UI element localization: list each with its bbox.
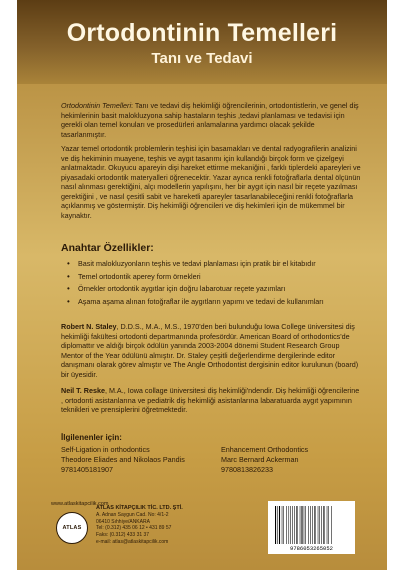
author-bio-text: , M.A., Iowa collage üniversitesi diş hekimliği'ndendir. Diş hekimliği öğrencilerine , ortodonti asistanlarına ve pediatrik diş hekimliği asistanlarına labaratuarda aygıt yapımının teknikleri ve prensiplerini öğretmektedir. — [61, 386, 360, 414]
barcode-bar — [283, 506, 284, 544]
related-book-isbn: 9781405181907 — [61, 465, 113, 474]
related-books-heading: İlgilenenler için: — [61, 433, 122, 442]
barcode-bar — [300, 506, 301, 544]
description-text-1: : Tanı ve tedavi diş hekimliği öğrencilerinin, ortodontistlerin, ve genel diş hekimlerinin basit malokluzyona sahip hastaların teşhis ,tedavi planlaması ve tedavisi için gerekli olan temel konuları ve prosedürleri anlamalarına yardımcı olacak şekilde tasarlanmıştır. — [61, 101, 359, 139]
barcode-bar — [286, 506, 287, 544]
barcode-bar — [301, 506, 302, 544]
barcode-bar — [328, 506, 329, 544]
barcode-bar — [308, 506, 309, 544]
publisher-footer — [44, 495, 360, 559]
book-back-cover — [17, 0, 387, 570]
barcode-bar — [279, 506, 280, 544]
cover-header — [17, 0, 387, 84]
key-features-list — [67, 258, 362, 308]
barcode-bar — [319, 506, 320, 544]
description-paragraph-2: Yazar temel ortodontik problemlerin teşhisi için basamakları ve dental radyografilerin analizini ve diş hekiminin muayene, teşhis ve aygıt tasarımı için kullandığı birçok form ve çizelgeyi anlatmaktadır. Okuyucu apareyin dişi hareket ettirme mekaniğini , farklı tiplerdeki apareyleri ve piyasadaki ortodontik materyalleri öğrenecektir. Yazar ayrıca renkli fotoğraflarla dental ölçünün nasıl alınması gerektiğini, alçı modellerin yapılışını, her bir aygıt için nasıl bir reçete yazılması gerektiğini , ve nasıl çesitli sabit ve hareketli apareyler tasarlanabileceğini renkli fotoğraflarla açıklanmış ve göstermiştir. Diş hekimliği öğrencileri ve diş hekimleri için de mükemmel bir kaynaktır. — [61, 144, 361, 220]
author-bio-text: , D.D.S., M.A., M.S., 1970'den beri bulunduğu Iowa College üniversitesi diş hekimliği fakültesi ortodonti departmanında profesördür. American Board of orthodontics'de diplomattır ve aldığı birçok ödülün yanında 2003-2004 dönemi Student Research Group Mentor of the Year ödülünü almıştır. Dr. Staley çeşitli değerlendirme dergilerinde editor danışmanı olarak görev almıştır ve The Angle Orthodontist dergisinin editor kurulunun (board) bir üyesidir. — [61, 322, 359, 379]
barcode-bar — [282, 506, 283, 544]
author-bio-staley — [61, 322, 361, 379]
related-book-authors: Marc Bernard Ackerman — [221, 455, 299, 464]
publisher-fax: Faks: (0.312) 433 31 37 — [96, 532, 150, 539]
atlas-logo — [56, 512, 88, 544]
barcode-icon — [274, 506, 349, 544]
author-name: Neil T. Reske — [61, 386, 105, 395]
related-book-title: Enhancement Orthodontics — [221, 445, 309, 454]
related-book-title: Self-Ligation in orthodontics — [61, 445, 150, 454]
barcode-bar — [312, 506, 313, 544]
publisher-website: www.atlaskitapcilik.com — [51, 501, 109, 507]
barcode-bar — [323, 506, 324, 544]
atlas-logo-text: ATLAS — [62, 525, 82, 531]
book-title: Ortodontinin Temelleri — [66, 19, 338, 47]
barcode-bar — [318, 506, 319, 544]
isbn-number: 9786053265052 — [290, 545, 333, 552]
related-book-authors: Theodore Eliades and Nikolaos Pandis — [61, 455, 185, 464]
barcode-bar — [304, 506, 305, 544]
barcode-bar — [327, 506, 328, 544]
book-subtitle: Tanı ve Tedavi — [151, 50, 253, 67]
barcode-bar — [331, 506, 332, 544]
barcode-bar — [305, 506, 306, 544]
barcode-bar — [290, 506, 291, 544]
isbn-barcode — [268, 501, 355, 554]
publisher-address: A. Adnan Saygun Cad. No: 4/1-2 — [96, 511, 169, 518]
publisher-email: e-mail: atlas@atlaskitapcilik.com — [96, 538, 169, 545]
publisher-info — [96, 505, 236, 546]
barcode-bar — [314, 506, 315, 544]
feature-item: • Basit malokluzyonların teşhis ve tedavi planlaması için pratik bir el kitabıdır — [67, 258, 362, 271]
author-bio-reske — [61, 386, 361, 415]
barcode-bar — [294, 506, 295, 544]
description-paragraph-1 — [61, 101, 361, 139]
feature-item: • Örnekler ortodontik aygıtlar için doğru labarotuar reçete yazımları — [67, 283, 362, 296]
author-name: Robert N. Staley — [61, 322, 117, 331]
barcode-bar — [310, 506, 311, 544]
barcode-bar — [321, 506, 322, 544]
barcode-bar — [292, 506, 293, 544]
feature-item: • Aşama aşama alınan fotoğraflar ile aygıtların yapımı ve tedavi de kullanımları — [67, 296, 362, 309]
barcode-bar — [275, 506, 276, 544]
barcode-bar — [296, 506, 297, 544]
barcode-bar — [289, 506, 290, 544]
related-book-left — [61, 445, 211, 475]
publisher-name: ATLAS KİTAPÇILIK TİC. LTD. ŞTİ. — [96, 505, 183, 511]
publisher-city: 06410 Sıhhiye/ANKARA — [96, 518, 150, 525]
related-book-right — [221, 445, 371, 475]
barcode-bar — [277, 506, 278, 544]
feature-item: • Temel ortodontik aperey form örnekleri — [67, 271, 362, 284]
publisher-phone: Tel: (0.312) 435 06 12 • 431 89 57 — [96, 525, 172, 532]
related-book-isbn: 9780813826233 — [221, 465, 273, 474]
description-book-title: Ortodontinin Temelleri — [61, 101, 132, 110]
key-features-heading: Anahtar Özellikler: — [61, 242, 154, 254]
